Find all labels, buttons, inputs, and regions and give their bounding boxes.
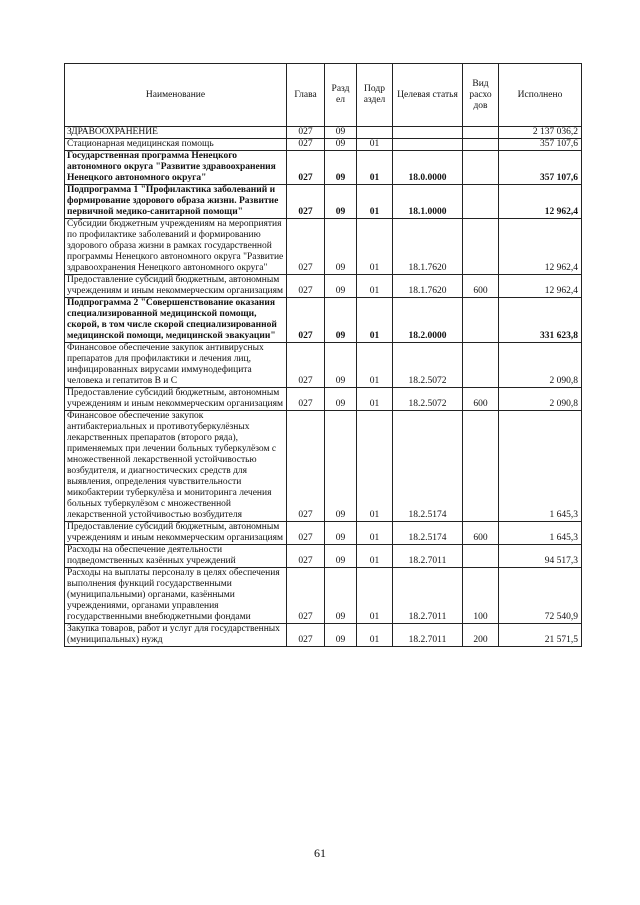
cell-target: 18.1.7620 <box>393 219 463 275</box>
cell-target: 18.2.5072 <box>393 343 463 388</box>
cell-target <box>393 127 463 139</box>
cell-name: ЗДРАВООХРАНЕНИЕ <box>65 127 287 139</box>
cell-glava: 027 <box>287 388 325 411</box>
cell-glava: 027 <box>287 185 325 219</box>
cell-executed: 21 571,5 <box>499 624 582 647</box>
cell-glava: 027 <box>287 298 325 343</box>
cell-podrazdel: 01 <box>357 185 393 219</box>
cell-executed: 357 107,6 <box>499 151 582 185</box>
cell-name: Закупка товаров, работ и услуг для государственных (муниципальных) нужд <box>65 624 287 647</box>
header-podrazdel: Подр аздел <box>357 64 393 127</box>
cell-podrazdel: 01 <box>357 219 393 275</box>
cell-glava: 027 <box>287 151 325 185</box>
cell-name: Предоставление субсидий бюджетным, автономным учреждениям и иным некоммерческим организациям <box>65 522 287 545</box>
cell-vid <box>463 545 499 568</box>
cell-executed: 12 962,4 <box>499 185 582 219</box>
cell-podrazdel <box>357 127 393 139</box>
cell-podrazdel: 01 <box>357 275 393 298</box>
cell-executed: 12 962,4 <box>499 275 582 298</box>
cell-podrazdel: 01 <box>357 545 393 568</box>
cell-glava: 027 <box>287 522 325 545</box>
cell-glava: 027 <box>287 127 325 139</box>
cell-target: 18.2.5174 <box>393 522 463 545</box>
cell-podrazdel: 01 <box>357 139 393 151</box>
cell-vid: 600 <box>463 522 499 545</box>
cell-razdel: 09 <box>325 545 357 568</box>
cell-podrazdel: 01 <box>357 388 393 411</box>
cell-vid: 100 <box>463 568 499 624</box>
table-row <box>65 522 582 545</box>
cell-razdel: 09 <box>325 127 357 139</box>
cell-vid <box>463 139 499 151</box>
cell-vid <box>463 185 499 219</box>
cell-executed: 357 107,6 <box>499 139 582 151</box>
page-number: 61 <box>314 846 326 860</box>
cell-razdel: 09 <box>325 298 357 343</box>
cell-glava: 027 <box>287 343 325 388</box>
cell-razdel: 09 <box>325 275 357 298</box>
cell-podrazdel: 01 <box>357 568 393 624</box>
cell-name: Подпрограмма 2 "Совершенствование оказания специализированной медицинской помощи, скорой, в том числе скорой специализированной медицинской помощи, медицинской эвакуации" <box>65 298 287 343</box>
header-target: Целевая статья <box>393 64 463 127</box>
cell-name: Государственная программа Ненецкого автономного округа "Развитие здравоохранения Ненецкого автономного округа" <box>65 151 287 185</box>
table-row <box>65 411 582 522</box>
cell-executed: 72 540,9 <box>499 568 582 624</box>
cell-razdel: 09 <box>325 151 357 185</box>
cell-executed: 1 645,3 <box>499 522 582 545</box>
cell-razdel: 09 <box>325 388 357 411</box>
cell-podrazdel: 01 <box>357 411 393 522</box>
cell-glava: 027 <box>287 139 325 151</box>
cell-razdel: 09 <box>325 219 357 275</box>
cell-target: 18.2.0000 <box>393 298 463 343</box>
cell-executed: 2 137 036,2 <box>499 127 582 139</box>
cell-target: 18.2.7011 <box>393 624 463 647</box>
cell-glava: 027 <box>287 624 325 647</box>
cell-glava: 027 <box>287 568 325 624</box>
cell-target: 18.2.5174 <box>393 411 463 522</box>
table-row <box>65 298 582 343</box>
cell-glava: 027 <box>287 411 325 522</box>
cell-podrazdel: 01 <box>357 522 393 545</box>
table-row <box>65 275 582 298</box>
cell-glava: 027 <box>287 275 325 298</box>
cell-executed: 12 962,4 <box>499 219 582 275</box>
cell-name: Расходы на обеспечение деятельности подведомственных казённых учреждений <box>65 545 287 568</box>
cell-vid <box>463 219 499 275</box>
table-row <box>65 388 582 411</box>
cell-vid <box>463 298 499 343</box>
header-glava: Глава <box>287 64 325 127</box>
cell-vid <box>463 343 499 388</box>
cell-vid: 600 <box>463 275 499 298</box>
cell-vid <box>463 411 499 522</box>
header-razdel: Разд ел <box>325 64 357 127</box>
cell-vid: 200 <box>463 624 499 647</box>
header-name: Наименование <box>65 64 287 127</box>
cell-glava: 027 <box>287 219 325 275</box>
cell-name: Подпрограмма 1 "Профилактика заболеваний и формирование здорового образа жизни. Развитие первичной медико-санитарной помощи" <box>65 185 287 219</box>
table-row <box>65 624 582 647</box>
cell-vid: 600 <box>463 388 499 411</box>
cell-name: Предоставление субсидий бюджетным, автономным учреждениям и иным некоммерческим организациям <box>65 275 287 298</box>
cell-podrazdel: 01 <box>357 151 393 185</box>
cell-name: Финансовое обеспечение закупок антивирусных препаратов для профилактики и лечения лиц, инфицированных вирусами иммунодефицита человека и гепатитов В и С <box>65 343 287 388</box>
table-row <box>65 545 582 568</box>
cell-razdel: 09 <box>325 185 357 219</box>
cell-executed: 331 623,8 <box>499 298 582 343</box>
cell-target: 18.1.7620 <box>393 275 463 298</box>
cell-executed: 94 517,3 <box>499 545 582 568</box>
cell-name: Финансовое обеспечение закупок антибактериальных и противотуберкулёзных лекарственных препаратов (второго ряда), применяемых при лечении больных туберкулёзом с множественной лекарственной устойчивостью возбудителя, и диагностических средств для выявления, определения чувствительности микобактерии туберкулёза и мониторинга лечения больных туберкулёзом с множественной лекарственной устойчивостью возбудителя <box>65 411 287 522</box>
cell-podrazdel: 01 <box>357 298 393 343</box>
cell-target: 18.2.5072 <box>393 388 463 411</box>
table-row <box>65 127 582 139</box>
cell-vid <box>463 151 499 185</box>
header-row <box>65 64 582 127</box>
cell-target: 18.2.7011 <box>393 545 463 568</box>
table-row <box>65 343 582 388</box>
cell-name: Расходы на выплаты персоналу в целях обеспечения выполнения функций государственными (муниципальными) органами, казёнными учреждениями, органами управления государственными внебюджетными фондами <box>65 568 287 624</box>
cell-podrazdel: 01 <box>357 343 393 388</box>
table-row <box>65 139 582 151</box>
cell-razdel: 09 <box>325 139 357 151</box>
cell-razdel: 09 <box>325 522 357 545</box>
table-row <box>65 219 582 275</box>
cell-razdel: 09 <box>325 343 357 388</box>
cell-executed: 2 090,8 <box>499 388 582 411</box>
cell-name: Стационарная медицинская помощь <box>65 139 287 151</box>
cell-podrazdel: 01 <box>357 624 393 647</box>
cell-name: Предоставление субсидий бюджетным, автономным учреждениям и иным некоммерческим организациям <box>65 388 287 411</box>
header-vid: Вид расхо дов <box>463 64 499 127</box>
cell-target: 18.1.0000 <box>393 185 463 219</box>
cell-glava: 027 <box>287 545 325 568</box>
cell-executed: 2 090,8 <box>499 343 582 388</box>
cell-razdel: 09 <box>325 411 357 522</box>
budget-table <box>64 63 582 647</box>
cell-executed: 1 645,3 <box>499 411 582 522</box>
table-row <box>65 185 582 219</box>
cell-target: 18.2.7011 <box>393 568 463 624</box>
cell-target: 18.0.0000 <box>393 151 463 185</box>
cell-name: Субсидии бюджетным учреждениям на мероприятия по профилактике заболеваний и формированию здорового образа жизни в рамках государственной программы Ненецкого автономного округа "Развитие здравоохранения Ненецкого автономного округа" <box>65 219 287 275</box>
cell-razdel: 09 <box>325 568 357 624</box>
cell-vid <box>463 127 499 139</box>
header-executed: Исполнено <box>499 64 582 127</box>
cell-target <box>393 139 463 151</box>
table-row <box>65 568 582 624</box>
cell-razdel: 09 <box>325 624 357 647</box>
table-row <box>65 151 582 185</box>
